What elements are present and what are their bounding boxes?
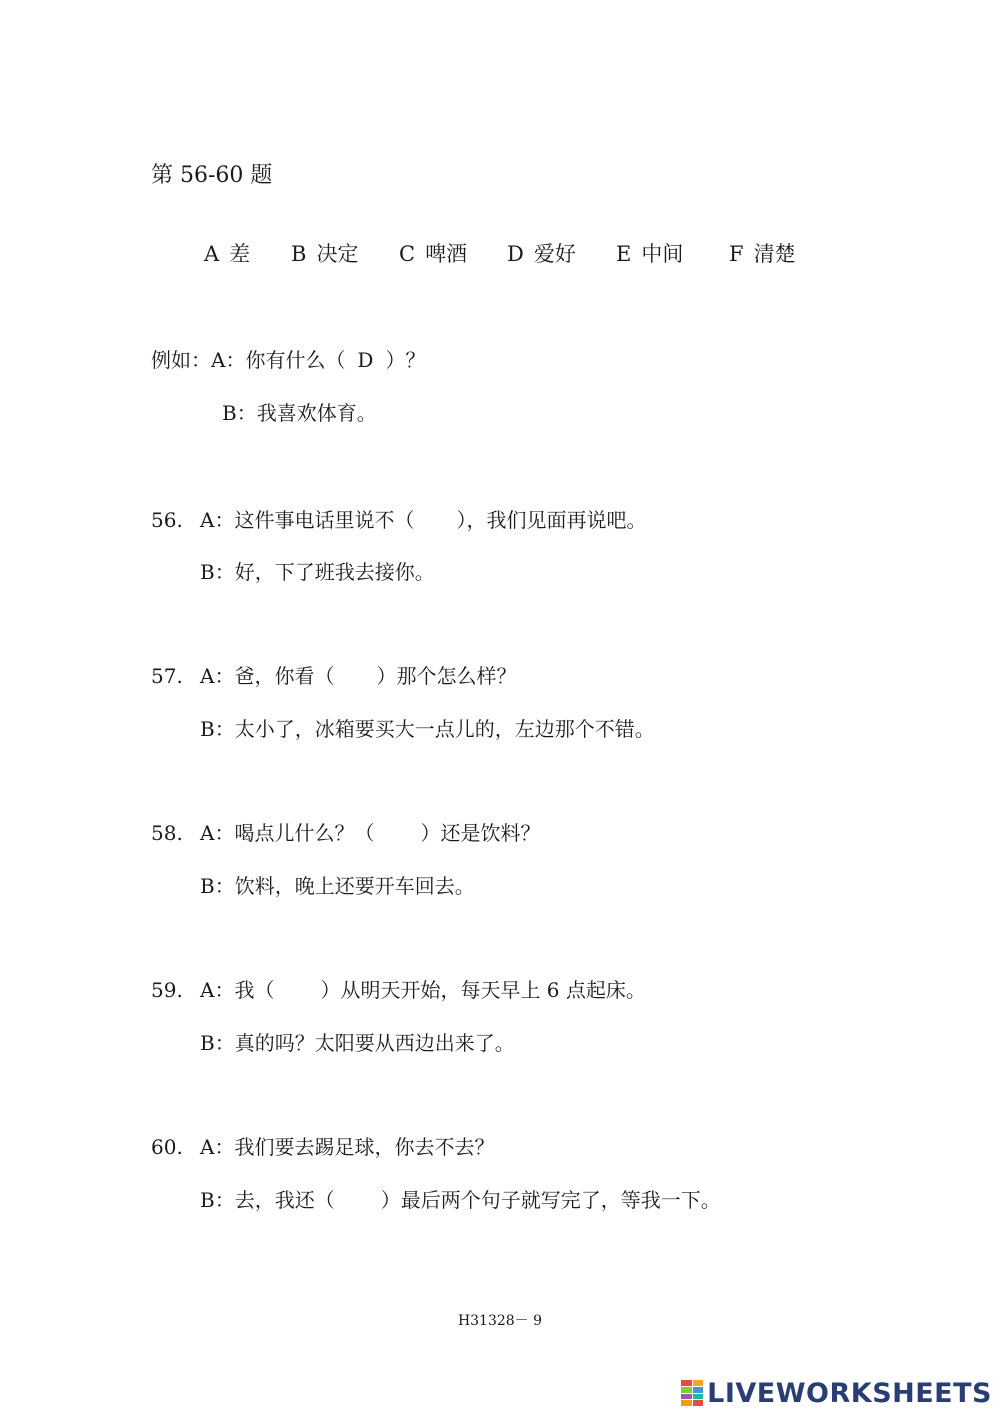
sentence-text: ）最后两个句子就写完了，等我一下。 [380, 1188, 721, 1212]
sentence-text: 喝点儿什么？（ [234, 821, 375, 845]
example-label: 例如： [151, 348, 211, 372]
question-56-line-a [151, 504, 646, 533]
option-word: 差 [229, 242, 251, 266]
question-57-line-a [151, 660, 516, 689]
option-b [291, 238, 358, 268]
speaker-label: A： [211, 348, 246, 372]
option-letter: D [507, 242, 524, 266]
question-number: 60. [151, 1135, 183, 1159]
speaker-label: A： [200, 508, 235, 532]
question-58-line-a [151, 817, 540, 846]
question-number: 56. [151, 508, 183, 532]
logo-square [681, 1387, 692, 1393]
liveworksheets-logo-icon [681, 1380, 703, 1406]
question-57-line-b [200, 713, 655, 742]
sentence-text: 我（ [234, 978, 275, 1002]
sentence-text: 我们要去踢足球，你去不去？ [234, 1135, 495, 1159]
option-word: 清楚 [753, 242, 796, 266]
sentence-text: 太小了，冰箱要买大一点儿的，左边那个不错。 [234, 717, 655, 741]
sentence-text: 去，我还（ [234, 1188, 335, 1212]
logo-square [681, 1380, 692, 1386]
logo-square [693, 1394, 704, 1400]
speaker-label: A： [200, 821, 235, 845]
sentence-text: 爸，你看（ [234, 664, 335, 688]
speaker-label: B： [222, 401, 257, 425]
speaker-label: A： [200, 978, 235, 1002]
option-letter: F [729, 242, 744, 266]
question-58-line-b [200, 870, 475, 899]
option-d [507, 238, 576, 268]
sentence-text: ）那个怎么样？ [376, 664, 517, 688]
sentence-text: ）？ [385, 348, 426, 372]
sentence-text: 饮料，晚上还要开车回去。 [234, 874, 475, 898]
logo-square [681, 1394, 692, 1400]
option-word: 中间 [641, 242, 684, 266]
page-footer: H31328－ 9 [457, 1313, 543, 1329]
speaker-label: A： [200, 1135, 235, 1159]
sentence-text: 这件事电话里说不（ [234, 508, 415, 532]
section-title: 第 56-60 题 [151, 163, 273, 188]
option-e [616, 238, 683, 268]
speaker-label: B： [200, 1188, 235, 1212]
speaker-label: A： [200, 664, 235, 688]
speaker-label: B： [200, 717, 235, 741]
option-letter: A [204, 242, 220, 266]
sentence-text: 真的吗？太阳要从西边出来了。 [234, 1031, 515, 1055]
question-60-line-a [151, 1131, 494, 1160]
option-letter: B [291, 242, 307, 266]
question-number: 58. [151, 821, 183, 845]
sentence-text: 你有什么（ [245, 348, 346, 372]
sentence-text: 我喜欢体育。 [256, 401, 377, 425]
option-word: 啤酒 [425, 242, 468, 266]
speaker-label: B： [200, 874, 235, 898]
option-word: 决定 [316, 242, 359, 266]
speaker-label: B： [200, 560, 235, 584]
example-line-b [222, 397, 377, 426]
logo-text: LIVEWORKSHEETS [707, 1377, 992, 1409]
option-letter: E [616, 242, 632, 266]
question-59-line-a [151, 974, 646, 1003]
speaker-label: B： [200, 1031, 235, 1055]
question-56-line-b [200, 556, 435, 585]
question-59-line-b [200, 1027, 515, 1056]
sentence-text: 好，下了班我去接你。 [234, 560, 435, 584]
option-c [399, 238, 467, 268]
logo-square [693, 1380, 704, 1386]
sentence-text: ）还是饮料？ [420, 821, 541, 845]
example-answer: D [357, 348, 374, 372]
question-number: 59. [151, 978, 183, 1002]
option-word: 爱好 [533, 242, 576, 266]
logo-square [693, 1387, 704, 1393]
logo-square [681, 1400, 692, 1406]
option-a [204, 238, 250, 268]
question-60-line-b [200, 1184, 721, 1213]
question-number: 57. [151, 664, 183, 688]
sentence-text: ）从明天开始，每天早上 6 点起床。 [320, 978, 646, 1002]
option-f [729, 238, 796, 268]
logo-square [693, 1400, 704, 1406]
liveworksheets-logo [681, 1378, 992, 1408]
example-line-a [151, 344, 425, 373]
sentence-text: ），我们见面再说吧。 [456, 508, 647, 532]
option-letter: C [399, 242, 416, 266]
